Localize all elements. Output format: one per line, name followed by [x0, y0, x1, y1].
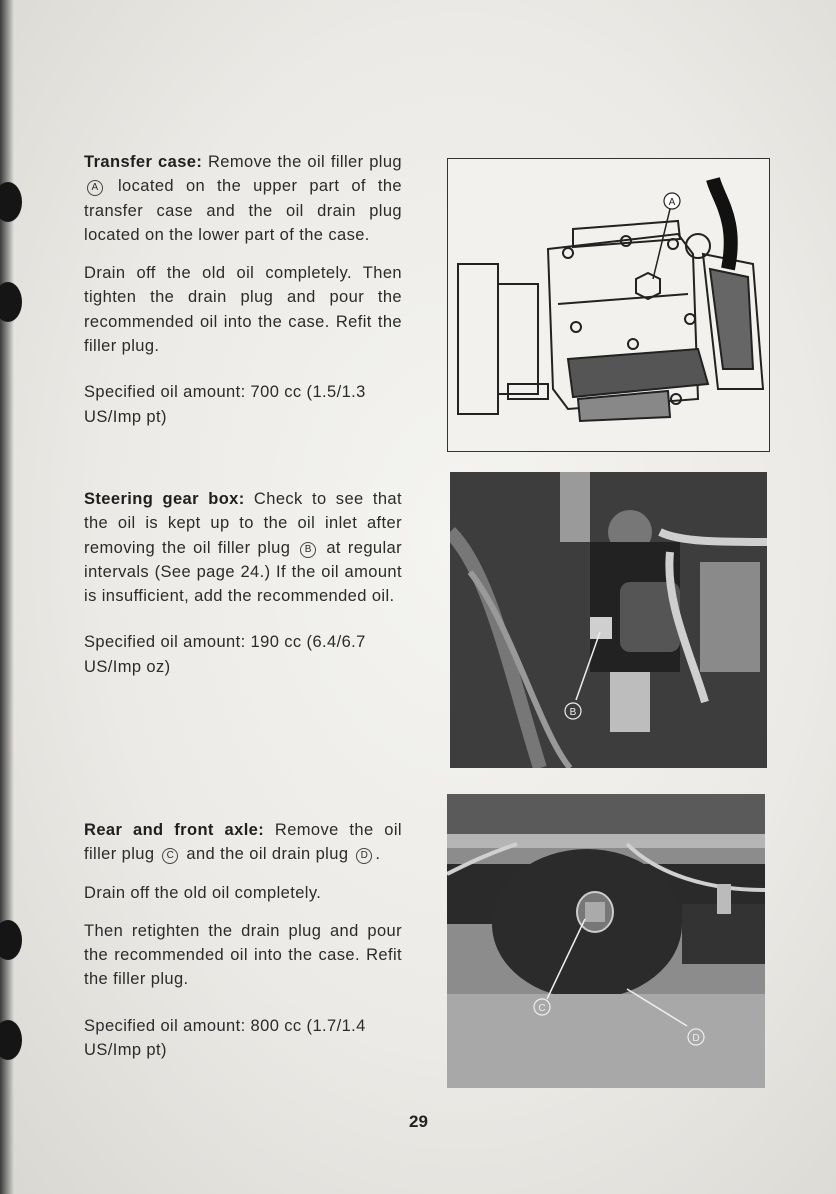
transfer-case-drawing — [448, 159, 768, 450]
steering-gear-photo-art — [450, 472, 767, 768]
axle-instructions: Rear and front axle: Remove the oil filler plug C and the oil drain plug D . — [84, 821, 402, 864]
axle-section — [84, 818, 402, 1062]
callout-d-marker: D — [356, 848, 372, 864]
section-heading: Transfer case: — [84, 153, 203, 171]
steering-gear-spec: Specified oil amount: 190 cc (6.4/6.7 US/Imp oz) — [84, 633, 366, 676]
axle-refill-text: Then retighten the drain plug and pour the recommended oil into the case. Refit the filler plug. — [84, 921, 402, 989]
binding-hole — [0, 920, 22, 960]
callout-b-marker: B — [300, 542, 316, 558]
steering-gear-photo — [450, 472, 767, 768]
transfer-case-instructions: Transfer case: Remove the oil filler plug A located on the upper part of the transfer case and the oil drain plug located on the lower part of the case. — [84, 153, 403, 244]
transfer-case-drain-text: Drain off the old oil completely. Then tighten the drain plug and pour the recommended oil into the case. Refit the filler plug. — [84, 264, 402, 356]
axle-photo — [447, 794, 765, 1088]
callout-d: D — [692, 1033, 700, 1044]
callout-a-marker: A — [87, 180, 103, 196]
transfer-case-section — [84, 150, 402, 429]
section-heading: Steering gear box: — [84, 490, 245, 508]
callout-a: A — [668, 197, 676, 208]
binding-hole — [0, 182, 22, 222]
callout-c-marker: C — [162, 848, 178, 864]
transfer-case-illustration — [447, 158, 770, 452]
axle-photo-art — [447, 794, 765, 1088]
axle-spec: Specified oil amount: 800 cc (1.7/1.4 US/Imp pt) — [84, 1016, 366, 1060]
steering-gear-instructions: Steering gear box: Check to see that the oil is kept up to the oil inlet after removing the oil filler plug B at regular intervals (See page 24.) If the oil amount is insufficient, add the recommended oil. — [84, 490, 403, 606]
binding-hole — [0, 1020, 22, 1060]
axle-drain-text: Drain off the old oil completely. — [84, 883, 322, 902]
transfer-case-spec: Specified oil amount: 700 cc (1.5/1.3 US/Imp pt) — [84, 383, 366, 426]
binding-hole — [0, 282, 22, 322]
callout-c: C — [538, 1003, 546, 1014]
page-edge-shadow — [0, 0, 14, 1194]
steering-gear-section — [84, 487, 402, 679]
page-number: 29 — [409, 1112, 428, 1131]
callout-b: B — [569, 707, 577, 718]
section-heading: Rear and front axle: — [84, 821, 265, 839]
